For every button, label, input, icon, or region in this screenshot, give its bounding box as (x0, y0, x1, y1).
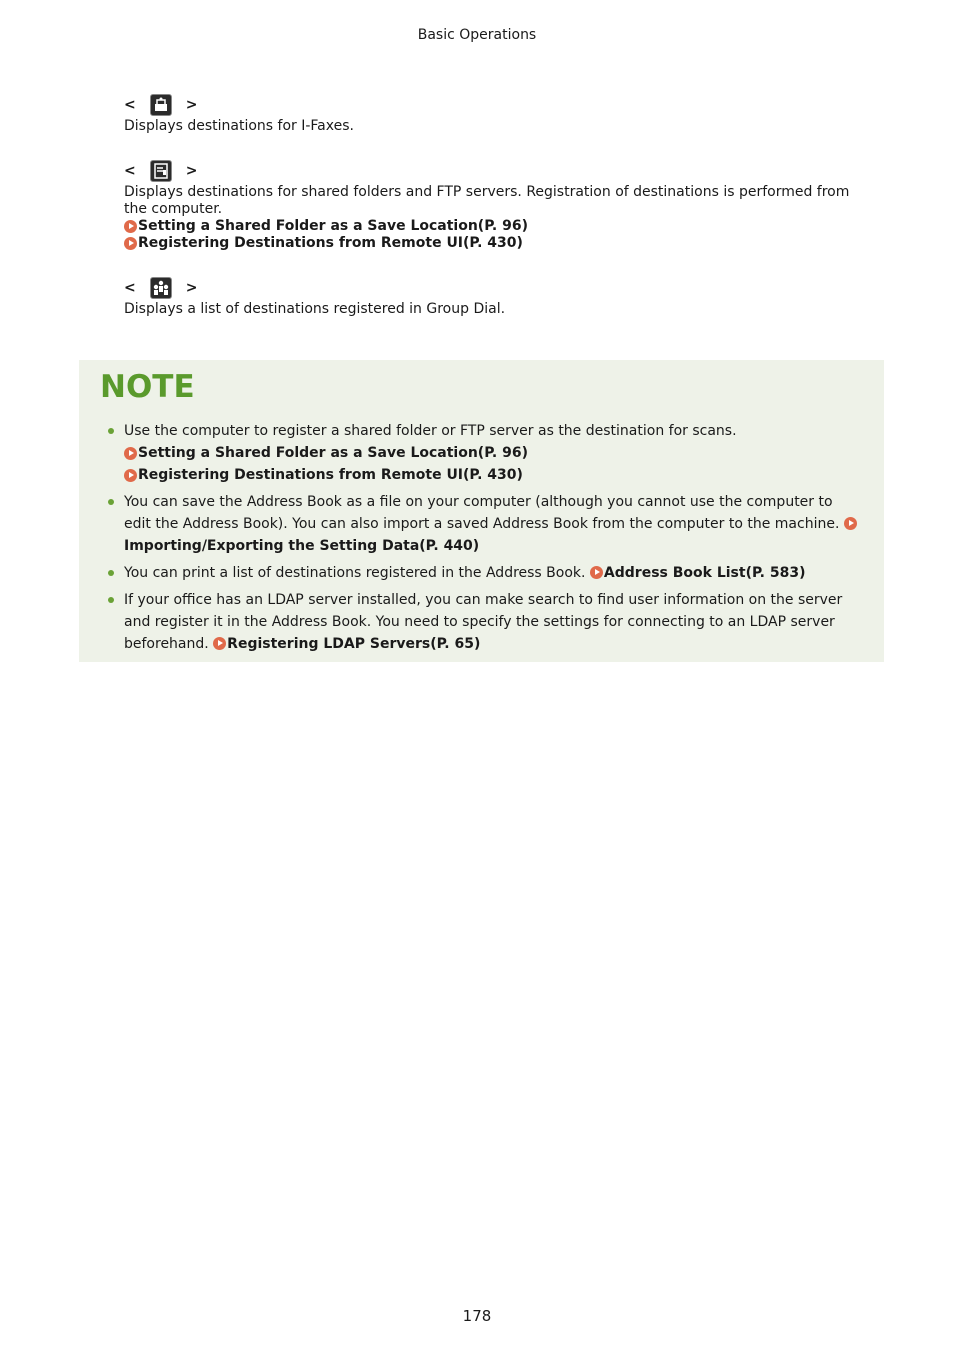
note-title: NOTE (100, 369, 195, 405)
link-arrow-icon (124, 469, 137, 482)
close-bracket: > (185, 97, 198, 113)
note-bullet: If your office has an LDAP server installed, you can make search to find user information on the server and register it in the Address Book. You need to specify the settings for connecting to an LDAP server beforehand. Registering LDAP Servers(P. 65) (124, 589, 859, 655)
destination-type-shared-folder (124, 158, 864, 252)
page-number: 178 (462, 1307, 492, 1325)
note-bullet: You can print a list of destinations registered in the Address Book. Address Book List(P. 583) (124, 562, 859, 584)
open-bracket: < (124, 163, 136, 179)
open-bracket: < (124, 97, 136, 113)
bullet-dot-icon (108, 428, 114, 434)
destination-type-ifax (124, 92, 864, 135)
link-registering-remote-ui[interactable]: Registering Destinations from Remote UI(P. 430) (124, 235, 864, 252)
link-arrow-icon (124, 220, 137, 233)
link-arrow-icon (590, 566, 603, 579)
link-registering-remote-ui[interactable]: Registering Destinations from Remote UI(P. 430) (124, 464, 859, 486)
link-setting-shared-folder[interactable]: Setting a Shared Folder as a Save Location(P. 96) (124, 442, 859, 464)
bullet-dot-icon (108, 499, 114, 505)
note-box (79, 360, 884, 662)
link-setting-shared-folder[interactable]: Setting a Shared Folder as a Save Location(P. 96) (124, 218, 864, 235)
shared-folder-icon (150, 160, 172, 182)
group-dial-icon (150, 277, 172, 299)
link-arrow-icon (124, 447, 137, 460)
shared-folder-description: Displays destinations for shared folders and FTP servers. Registration of destinations is performed from the computer. (124, 184, 850, 217)
link-arrow-icon (844, 517, 857, 530)
note-bullet: Use the computer to register a shared folder or FTP server as the destination for scans. Setting a Shared Folder as a Save Location(P. 96) Registering Destinations from Remote UI(P. 430) (124, 420, 859, 486)
destination-type-group-dial (124, 275, 864, 318)
open-bracket: < (124, 280, 136, 296)
link-registering-ldap-servers[interactable]: Registering LDAP Servers(P. 65) (213, 636, 480, 652)
note-bullet: You can save the Address Book as a file on your computer (although you cannot use the computer to edit the Address Book). You can also import a saved Address Book from the computer to the machine. Importing/Exporting the Setting Data(P. 440) (124, 491, 859, 557)
note-bullet-list (124, 420, 859, 660)
bullet-dot-icon (108, 570, 114, 576)
link-arrow-icon (213, 637, 226, 650)
link-arrow-icon (124, 237, 137, 250)
running-header: Basic Operations (417, 27, 537, 43)
group-dial-description: Displays a list of destinations registered in Group Dial. (124, 301, 506, 317)
link-address-book-list[interactable]: Address Book List(P. 583) (590, 565, 806, 581)
close-bracket: > (185, 280, 198, 296)
i-fax-icon (150, 94, 172, 116)
link-import-export-setting-data[interactable]: Importing/Exporting the Setting Data(P. 440) (124, 516, 858, 554)
bullet-dot-icon (108, 597, 114, 603)
ifax-description: Displays destinations for I-Faxes. (124, 118, 354, 134)
close-bracket: > (185, 163, 198, 179)
